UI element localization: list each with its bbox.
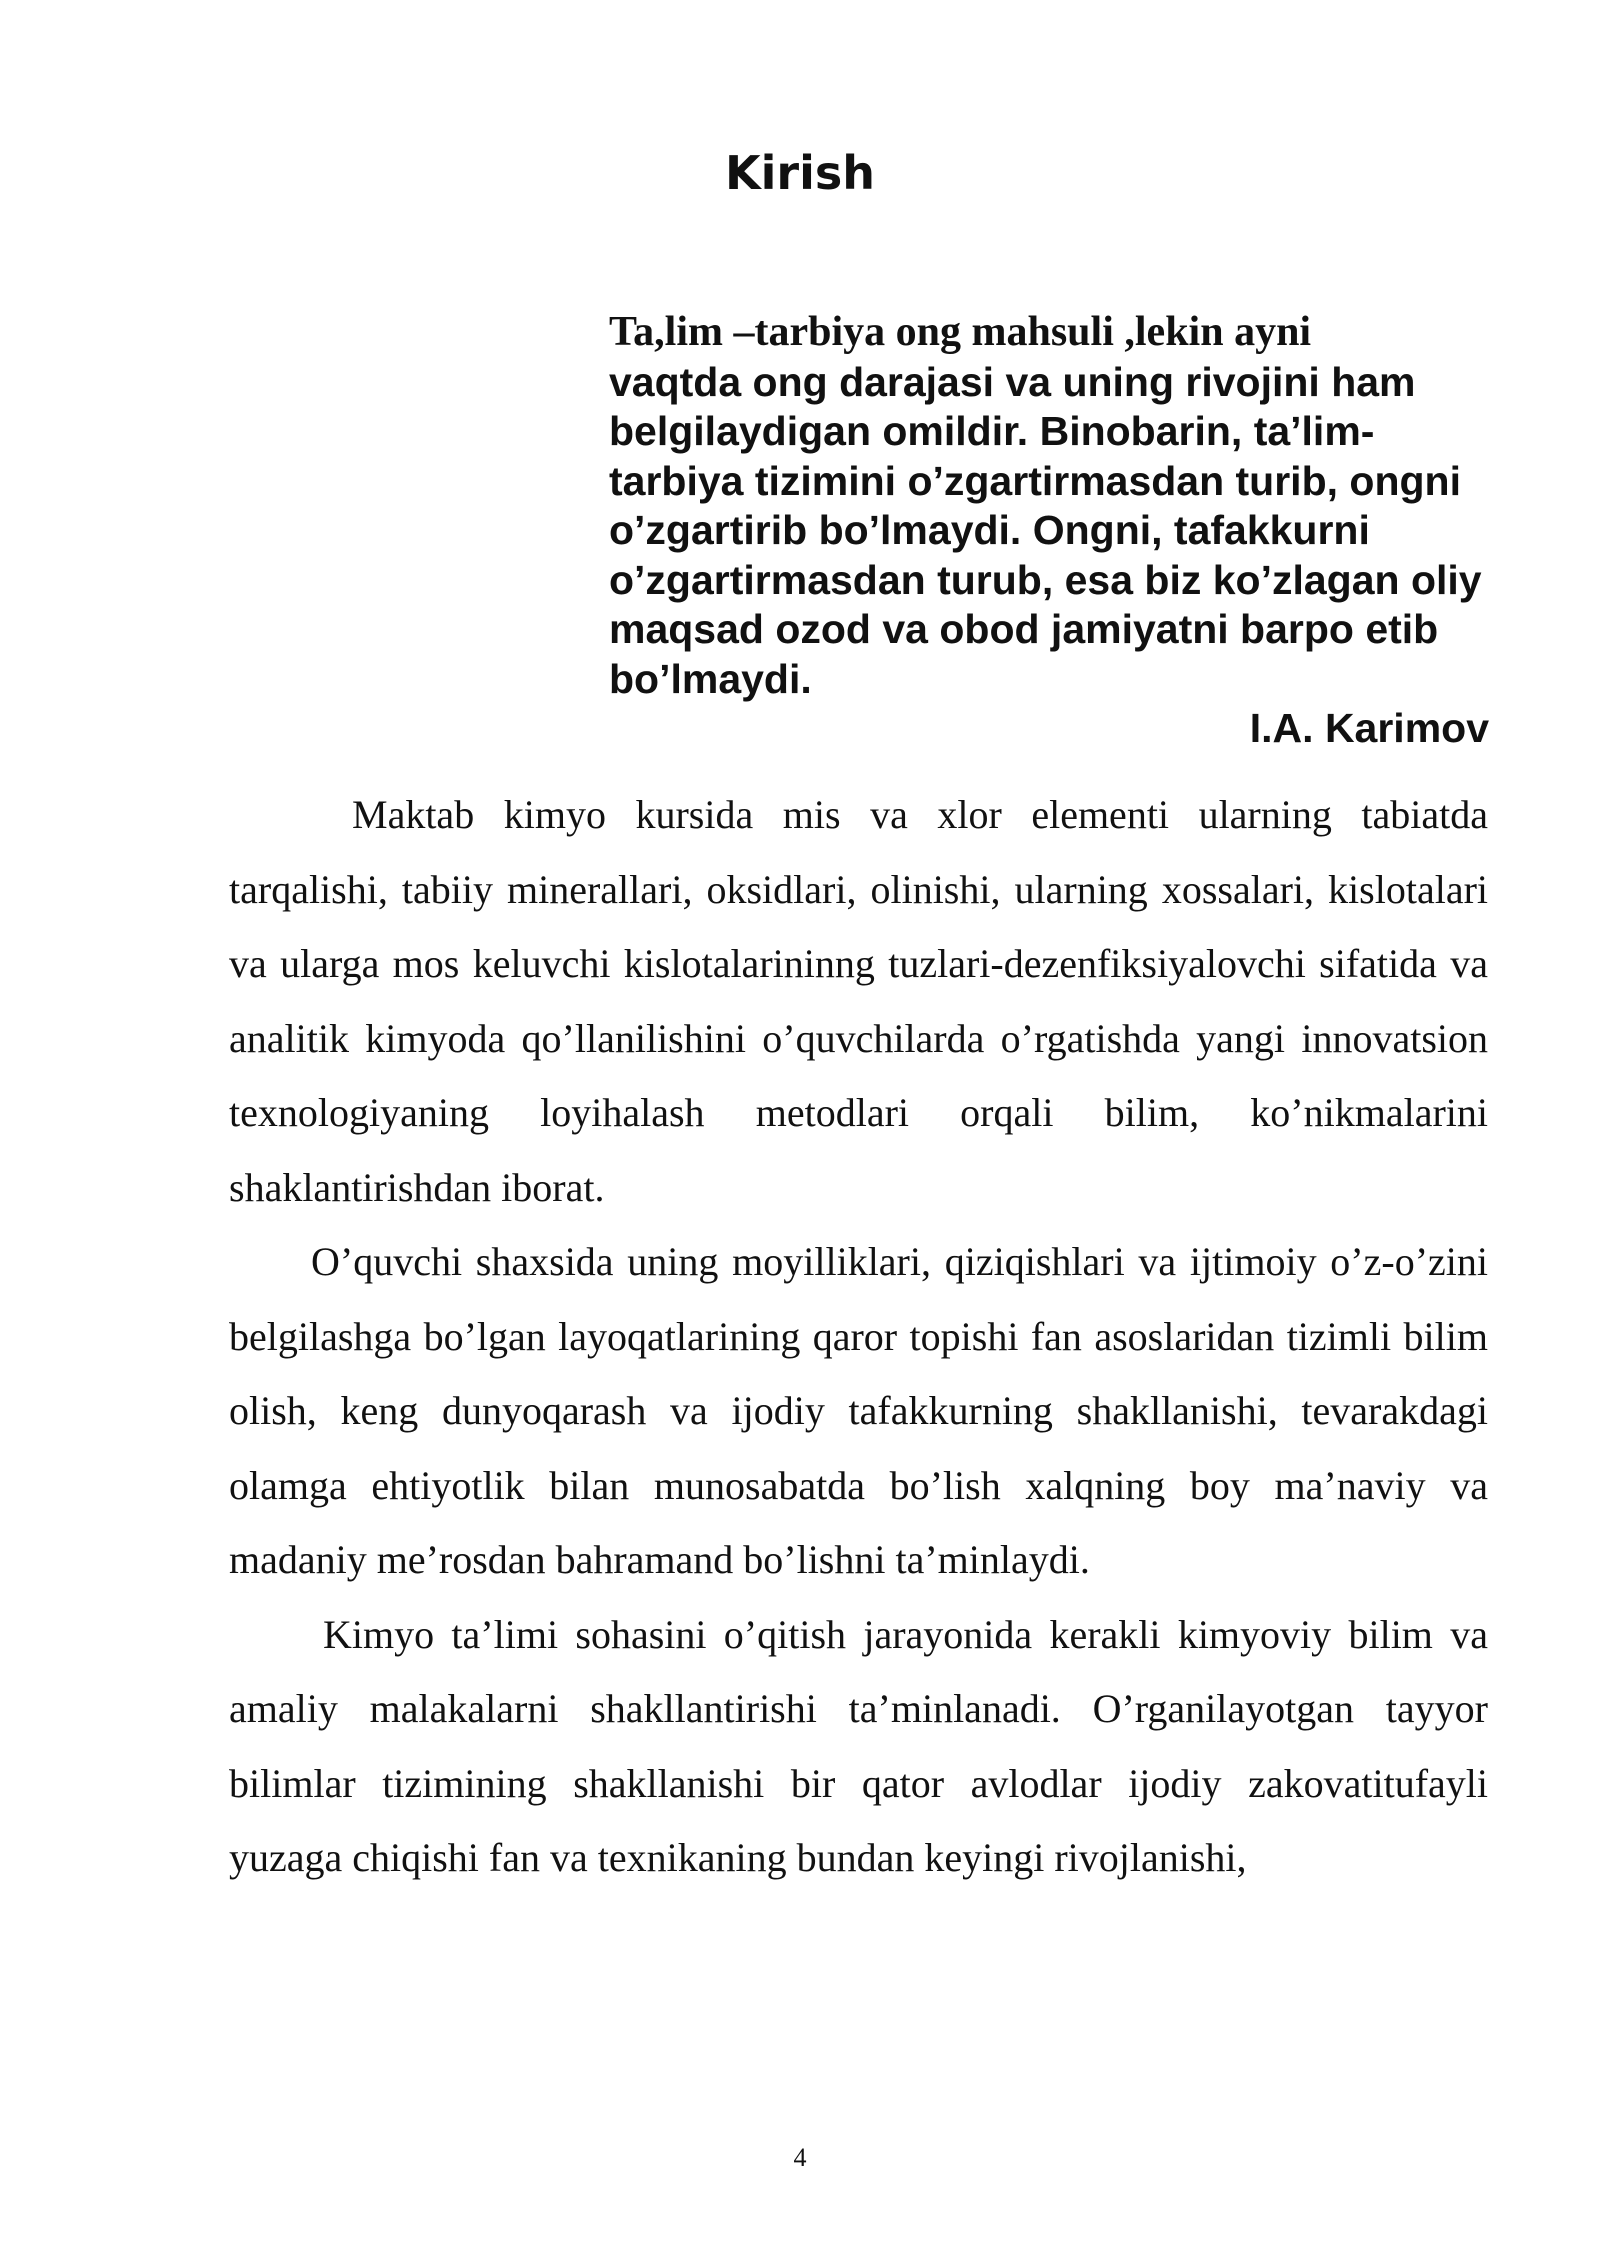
- paragraph: Maktab kimyo kursida mis va xlor elementi ularning tabiatda tarqalishi, tabiiy minerallari, oksidlari, olinishi, ularning xossalari, kislotalari va ularga mos keluvchi kislotalarininng tuzlari-dezenfiksiyalovchi sifatida va analitik kimyoda qo’llanilishini o’quvchilarda o’rgatishda yangi innovatsion texnologiyaning loyihalash metodlari orqali bilim, ko’nikmalarini shaklantirishdan iborat.: [229, 792, 1488, 1210]
- epigraph-first-line: Ta,lim –tarbiya ong mahsuli ,lekin ayni: [609, 309, 1312, 355]
- page-number: 4: [793, 2143, 807, 2172]
- body-text: [229, 778, 1488, 1896]
- page-title: Kirish: [725, 146, 875, 200]
- epigraph-quote: [609, 308, 1489, 754]
- paragraph: O’quvchi shaxsida uning moyilliklari, qiziqishlari va ijtimoiy o’z-o’zini belgilashga bo’lgan layoqatlarining qaror topishi fan asoslaridan tizimli bilim olish, keng dunyoqarash va ijodiy tafakkurning shakllanishi, tevarakdagi olamga ehtiyotlik bilan munosabatda bo’lish xalqning boy ma’naviy va madaniy me’rosdan bahramand bo’lishni ta’minlaydi.: [229, 1239, 1488, 1582]
- epigraph-text: vaqtda ong darajasi va uning rivojini ham belgilaydigan omildir. Binobarin, ta’lim-tarbiya tizimini o’zgartirmasdan turib, ongni o’zgartirib bo’lmaydi. Ongni, tafakkurni o’zgartirmasdan turub, esa biz ko’zlagan oliy maqsad ozod va obod jamiyatni barpo etib bo’lmaydi.: [609, 358, 1482, 702]
- epigraph-author: I.A. Karimov: [1249, 705, 1489, 751]
- paragraph: Kimyo ta’limi sohasini o’qitish jarayonida kerakli kimyoviy bilim va amaliy malakalarni shakllantirishi ta’minlanadi. O’rganilayotgan tayyor bilimlar tizimining shakllanishi bir qator avlodlar ijodiy zakovatitufayli yuzaga chiqishi fan va texnikaning bundan keyingi rivojlanishi,: [229, 1611, 1488, 1880]
